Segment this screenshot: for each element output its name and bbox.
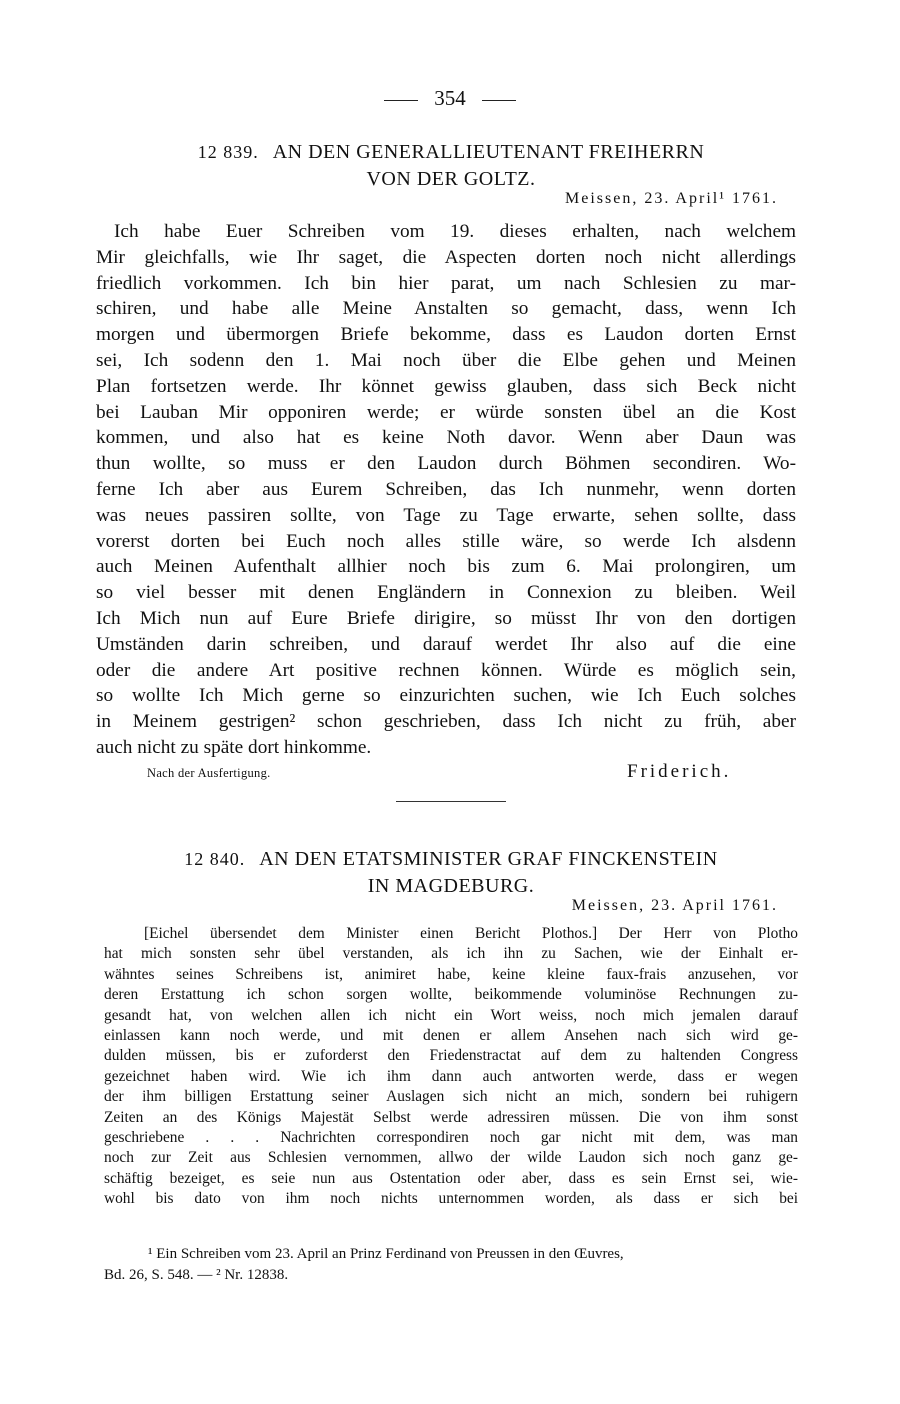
text-line: Mir gleichfalls, wie Ihr saget, die Aspecten dorten noch nicht allerdings xyxy=(96,246,796,268)
letter1-number: 12 839. xyxy=(197,142,259,162)
text-line: sei, Ich sodenn den 1. Mai noch über die Elbe gehen und Meinen xyxy=(96,349,796,371)
letter1-heading xyxy=(96,139,806,193)
text-line: Zeiten an des Königs Majestät Selbst werde adressiren müssen. Die von ihm sonst xyxy=(104,1108,798,1126)
text-line: noch zur Zeit aus Schlesien vernommen, allwo der wilde Laudon sich noch ganz ge- xyxy=(104,1149,798,1167)
text-line: friedlich vorkommen. Ich bin hier parat, um nach Schlesien zu mar- xyxy=(96,272,796,294)
text-line: der ihm billigen Erstattung seiner Auslagen sich nicht an mich, sondern bei ruhigern xyxy=(104,1088,798,1106)
text-line: was neues passiren sollte, von Tage zu Tage erwarte, sehen sollte, dass xyxy=(96,504,796,526)
section-divider xyxy=(396,801,506,802)
letter1-date: Meissen, 23. April¹ 1761. xyxy=(564,190,778,207)
letter2-heading xyxy=(96,846,806,900)
text-line: gezeichnet haben wird. Wie ich ihm dann auch antworten werde, dass er wegen xyxy=(104,1067,798,1085)
text-line: in Meinem gestrigen² schon geschrieben, dass Ich nicht zu früh, aber xyxy=(96,711,796,733)
letter1-signature: Friderich. xyxy=(627,761,732,782)
text-line: auch nicht zu späte dort hinkomme. xyxy=(96,736,372,758)
text-line: hat mich sonsten sehr übel verstanden, als ich ihn zu Sachen, wie der Einhalt er- xyxy=(104,945,798,963)
text-line: Umständen darin schreiben, und darauf werdet Ihr also auf die eine xyxy=(96,633,796,655)
text-line: gesandt hat, von welchen allen ich nicht ein Wort weiss, noch mich jemalen darauf xyxy=(104,1006,798,1024)
text-line: schäftig bezeiget, es seie nun aus Ostentation oder aber, dass es sein Ernst sei, wie- xyxy=(104,1169,798,1187)
letter2-title-line2: IN MAGDEBURG. xyxy=(367,875,535,897)
text-line: Ich habe Euer Schreiben vom 19. dieses erhalten, nach welchem xyxy=(114,221,796,242)
text-line: ferne Ich aber aus Eurem Schreiben, das Ich nunmehr, wenn dorten xyxy=(96,478,796,500)
letter1-title-line2: VON DER GOLTZ. xyxy=(366,168,536,190)
text-line: deren Erstattung ich schon sorgen wollte, beikommende voluminöse Rechnungen zu- xyxy=(104,986,798,1004)
text-line: wähntes seines Schreibens ist, animiret habe, keine kleine faux-frais anzusehen, vor xyxy=(104,965,798,983)
footnote-line: Bd. 26, S. 548. — ² Nr. 12838. xyxy=(104,1267,289,1283)
letter2-body xyxy=(104,924,798,1210)
footnote-line: ¹ Ein Schreiben vom 23. April an Prinz Ferdinand von Preussen in den Œuvres, xyxy=(148,1246,624,1262)
text-line: so wollte Ich Mich gerne so einzurichten suchen, wie Ich Euch solches xyxy=(96,685,796,707)
text-line: morgen und übermorgen Briefe bekomme, dass es Laudon dorten Ernst xyxy=(96,324,796,346)
page-number xyxy=(0,86,900,111)
text-line: so viel besser mit denen Engländern in Connexion zu bleiben. Weil xyxy=(96,582,796,604)
text-line: bei Lauban Mir opponiren werde; er würde sonsten übel an die Kost xyxy=(96,401,796,423)
letter1-heading-line1 xyxy=(96,139,806,166)
letter2-heading-line1 xyxy=(96,846,806,873)
text-line: Plan fortsetzen werde. Ihr könnet gewiss glauben, dass sich Beck nicht xyxy=(96,375,796,397)
text-line: kommen, und also hat es keine Noth davor. Wenn aber Daun was xyxy=(96,427,796,449)
page-number-dash-right xyxy=(482,100,516,101)
letter2-date: Meissen, 23. April 1761. xyxy=(571,897,778,914)
text-line: geschriebene . . . Nachrichten correspondiren noch gar nicht mit dem, was man xyxy=(104,1129,798,1147)
text-line: einlassen kann noch werde, und mit denen er allem Ansehen nach sich wird ge- xyxy=(104,1027,798,1045)
page-number-dash-left xyxy=(384,100,418,101)
footnotes xyxy=(104,1244,804,1286)
text-line: thun wollte, so muss er den Laudon durch Böhmen secondiren. Wo- xyxy=(96,453,796,475)
text-line: wohl bis dato von ihm noch nichts unternommen worden, als dass er sich bei xyxy=(104,1190,798,1208)
text-line: [Eichel übersendet dem Minister einen Bericht Plothos.] Der Herr von Plotho xyxy=(144,925,798,942)
letter1-body xyxy=(96,219,796,761)
text-line: Ich Mich nun auf Eure Briefe dirigire, so müsst Ihr von den dortigen xyxy=(96,607,796,629)
text-line: vorerst dorten bei Euch noch alles stille wäre, so werde Ich alsdenn xyxy=(96,530,796,552)
letter1-source-note: Nach der Ausfertigung. xyxy=(147,766,271,780)
text-line: oder die andere Art positive rechnen können. Würde es möglich sein, xyxy=(96,659,796,681)
text-line: auch Meinen Aufenthalt allhier noch bis zum 6. Mai prolongiren, um xyxy=(96,556,796,578)
text-line: schiren, und habe alle Meine Anstalten so gemacht, dass, wenn Ich xyxy=(96,298,796,320)
page-number-text: 354 xyxy=(434,86,466,110)
text-line: dulden müssen, bis er zuforderst den Friedenstractat auf dem zu haltenden Congress xyxy=(104,1047,798,1065)
letter2-number: 12 840. xyxy=(184,849,246,869)
letter1-title-line1: AN DEN GENERALLIEUTENANT FREIHERRN xyxy=(272,141,705,163)
letter2-title-line1: AN DEN ETATSMINISTER GRAF FINCKENSTEIN xyxy=(259,848,718,870)
